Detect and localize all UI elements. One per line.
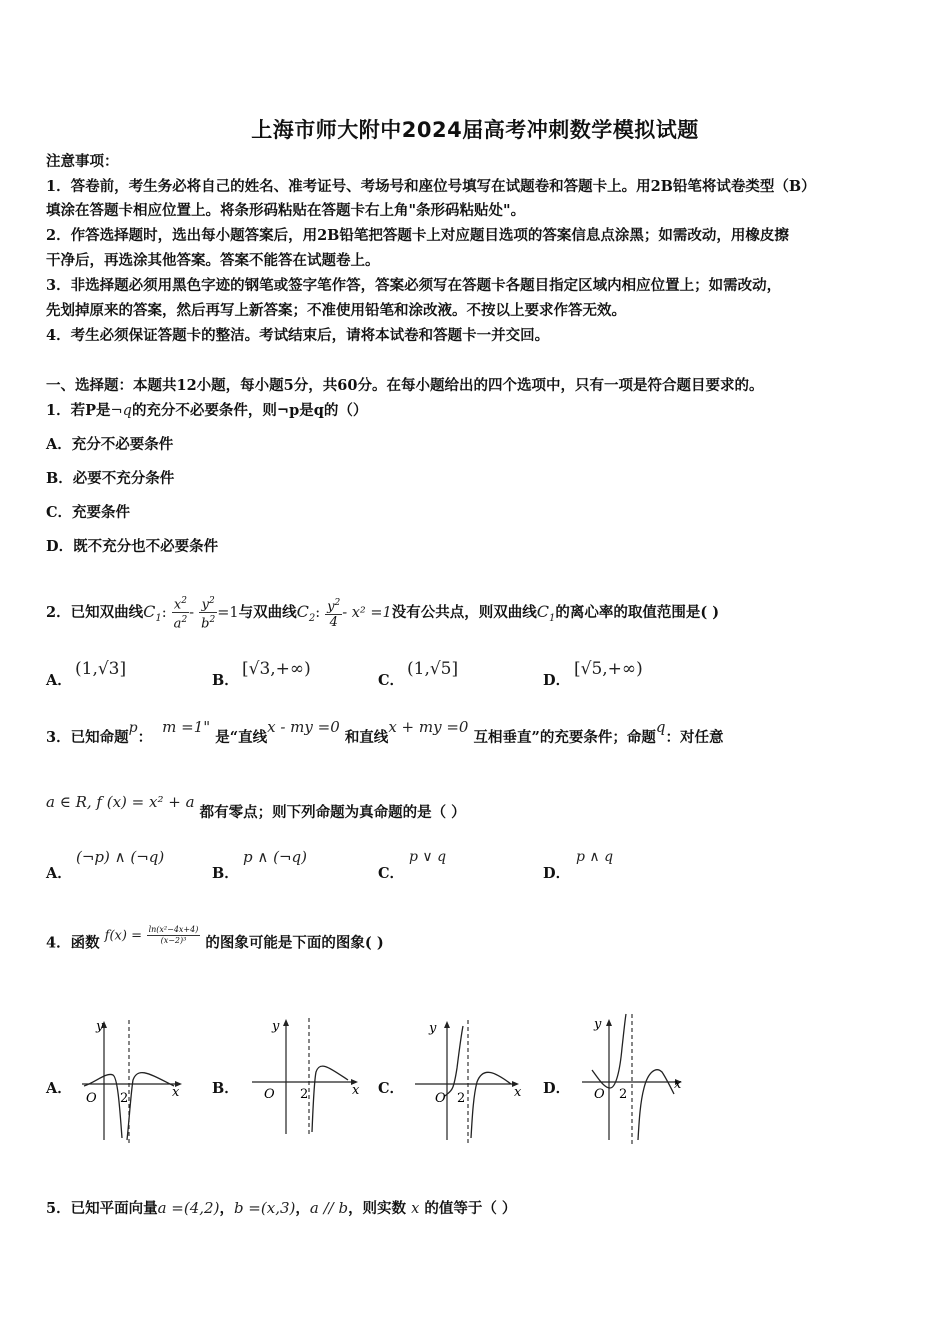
q2-option-a-label[interactable]: A．	[46, 672, 72, 689]
q3-option-c[interactable]: p ∨ q	[409, 849, 447, 865]
q4-fraction: $\frac{\text{ln(x²−4x+4)}}{\text{(x−2)³}}$	[148, 925, 199, 945]
q1-option-c[interactable]: C．充要条件	[46, 504, 131, 521]
graph-a-two: 2	[120, 1091, 129, 1106]
graph-b-origin: O	[264, 1087, 275, 1102]
q4-graph-b[interactable]	[248, 1012, 363, 1137]
q1-option-b[interactable]: B．必要不充分条件	[46, 470, 175, 487]
q4-option-a-label[interactable]: A．	[46, 1080, 72, 1097]
vector-a: a =(4,2)	[157, 1199, 220, 1217]
q2-option-d[interactable]: [√5,+∞)	[574, 659, 643, 679]
question-5-stem: 5．已知平面向量a =(4,2)，b =(x,3)，a // b，则实数 x 的值等于（ ）	[46, 1199, 517, 1217]
graph-b-two: 2	[300, 1087, 309, 1102]
question-3-stem: 3．已知命题p： m =1" 是“直线x - my =0 和直线x + my =0 互相垂直”的充要条件；命题q：对任意	[46, 718, 724, 746]
graph-c-x-label: x	[514, 1085, 522, 1100]
graph-d-y-label: y	[594, 1017, 602, 1032]
graph-a-y-label: y	[96, 1019, 104, 1034]
q1-option-a[interactable]: A．充分不必要条件	[46, 436, 174, 453]
notice-line: 1．答卷前，考生务必将自己的姓名、准考证号、考场号和座位号填写在试题卷和答题卡上。用2B铅笔将试卷类型（B）	[46, 178, 816, 195]
notice-line: 2．作答选择题时，选出每小题答案后，用2B铅笔把答题卡上对应题目选项的答案信息点涂黑；如需改动，用橡皮擦	[46, 227, 789, 244]
question-4-stem: 4．函数 f(x) = $\frac{\text{ln(x²−4x+4)}}{\text{(x−2)³}}$ 的图象可能是下面的图象( )	[46, 925, 384, 952]
q3-option-b-label[interactable]: B．	[212, 865, 239, 882]
graph-c-origin: O	[435, 1091, 446, 1106]
notice-line: 3．非选择题必须用黑色字迹的钢笔或签字笔作答，答案必须写在答题卡各题目指定区域内相应位置上；如需改动，	[46, 277, 782, 294]
q3-option-c-label[interactable]: C．	[378, 865, 405, 882]
notice-line: 先划掉原来的答案，然后再写上新答案；不准使用铅笔和涂改液。不按以上要求作答无效。	[46, 302, 626, 319]
q2-option-c[interactable]: (1,√5]	[407, 659, 459, 679]
q4-option-c-label[interactable]: C．	[378, 1080, 405, 1097]
q4-graph-a[interactable]	[76, 1012, 186, 1147]
notice-line: 干净后，再选涂其他答案。答案不能答在试题卷上。	[46, 252, 380, 269]
notice-line: 填涂在答题卡相应位置上。将条形码粘贴在答题卡右上角"条形码粘贴处"。	[46, 202, 526, 219]
q3-option-a-label[interactable]: A．	[46, 865, 72, 882]
q2-option-a[interactable]: (1,√3]	[75, 659, 127, 679]
q3-option-a[interactable]: (¬p) ∧ (¬q)	[76, 848, 165, 866]
q4-option-d-label[interactable]: D．	[543, 1080, 571, 1097]
graph-a-origin: O	[86, 1091, 97, 1106]
q3-option-b[interactable]: p ∧ (¬q)	[243, 848, 307, 866]
graph-b-y-label: y	[272, 1019, 280, 1034]
notice-line: 4．考生必须保证答题卡的整洁。考试结束后，请将本试卷和答题卡一并交回。	[46, 327, 550, 344]
graph-c-y-label: y	[429, 1021, 437, 1036]
q2-option-c-label[interactable]: C．	[378, 672, 405, 689]
graph-a-x-label: x	[172, 1085, 180, 1100]
not-q-math: ¬q	[110, 403, 132, 419]
q4-graph-c[interactable]	[411, 1012, 526, 1147]
section-heading: 一、选择题：本题共12小题，每小题5分，共60分。在每小题给出的四个选项中，只有一项是符合题目要求的。	[46, 377, 764, 394]
q4-option-b-label[interactable]: B．	[212, 1080, 239, 1097]
q1-option-d[interactable]: D．既不充分也不必要条件	[46, 538, 219, 555]
graph-b-x-label: x	[352, 1083, 360, 1098]
notice-heading: 注意事项：	[46, 153, 119, 170]
q2-option-b-label[interactable]: B．	[212, 672, 239, 689]
graph-c-two: 2	[457, 1091, 466, 1106]
q2-option-d-label[interactable]: D．	[543, 672, 571, 689]
graph-d-x-label: x	[674, 1077, 682, 1092]
question-1-stem: 1．若P是¬q的充分不必要条件，则¬p是q的（）	[46, 402, 368, 419]
q3-option-d-label[interactable]: D．	[543, 865, 571, 882]
q3-option-d[interactable]: p ∧ q	[576, 849, 614, 865]
q2-option-b[interactable]: [√3,+∞)	[242, 659, 311, 679]
question-3-stem-cont: a ∈ R, f (x) = x² + a 都有零点；则下列命题为真命题的是（ ）	[46, 793, 466, 821]
c2-frac-y: $\frac{y^2}{4}$	[327, 597, 341, 630]
c1-frac-x: $\frac{x^2}{a^2}$	[173, 596, 188, 632]
graph-d-two: 2	[619, 1087, 628, 1102]
graph-d-origin: O	[594, 1087, 605, 1102]
parallel-condition: a // b	[309, 1199, 349, 1217]
question-2-stem: 2．已知双曲线$C_1$: $\frac{x^2}{a^2}$ - $\frac{y^2}{b^2}$ =1与双曲线$C_2$: $\frac{y^2}{4}$ - x² =1没有公共点，则双曲线$C_1$的离心率的取值范围是( )	[46, 596, 720, 632]
c1-frac-y: $\frac{y^2}{b^2}$	[201, 596, 216, 632]
page-title: 上海市师大附中2024届高考冲刺数学模拟试题	[251, 118, 699, 142]
vector-b: b =(x,3)	[233, 1199, 296, 1217]
q4-graph-d[interactable]	[578, 1008, 693, 1148]
